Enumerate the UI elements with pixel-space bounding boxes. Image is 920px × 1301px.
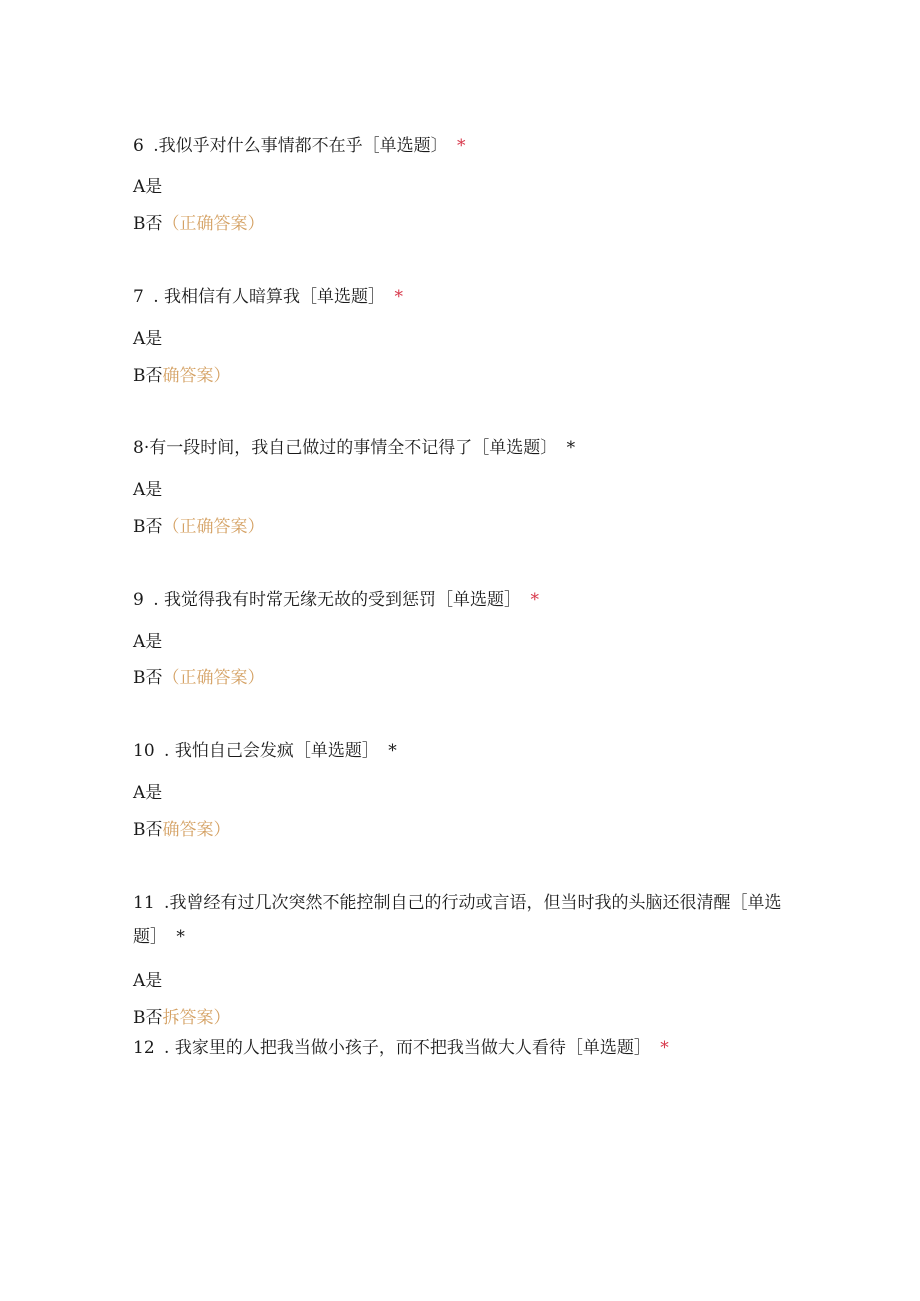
question-number: 12 bbox=[133, 1038, 155, 1058]
question-8-title bbox=[133, 437, 575, 459]
required-marker: * bbox=[176, 927, 185, 947]
correct-answer-tag: 确答案） bbox=[162, 366, 231, 386]
question-number: 9 bbox=[133, 590, 144, 610]
question-10-option-a[interactable] bbox=[133, 782, 162, 804]
correct-answer-tag: 拆答案） bbox=[162, 1008, 231, 1028]
correct-answer-tag: （正确答案） bbox=[162, 668, 265, 688]
required-marker: * bbox=[394, 287, 403, 307]
option-b-label: B否 bbox=[133, 517, 163, 537]
question-number: 7 bbox=[133, 287, 144, 307]
question-8-option-b[interactable] bbox=[133, 516, 265, 538]
option-a-label: A是 bbox=[133, 480, 163, 500]
question-11-title bbox=[133, 886, 783, 954]
question-12-title bbox=[133, 1037, 669, 1059]
question-text: . 我相信有人暗算我［单选题］ bbox=[153, 287, 386, 307]
option-a-label: A是 bbox=[133, 177, 163, 197]
question-10-option-b[interactable] bbox=[133, 819, 231, 841]
question-number: 11 bbox=[133, 893, 155, 913]
option-a-label: A是 bbox=[133, 971, 163, 991]
question-6-option-b[interactable] bbox=[133, 213, 265, 235]
question-number: 10 bbox=[133, 741, 155, 761]
required-marker: * bbox=[660, 1038, 669, 1058]
question-6-title bbox=[133, 135, 466, 157]
question-6-option-a[interactable] bbox=[133, 176, 162, 198]
option-a-label: A是 bbox=[133, 783, 163, 803]
correct-answer-tag: （正确答案） bbox=[162, 517, 265, 537]
option-a-label: A是 bbox=[133, 329, 163, 349]
question-9-title bbox=[133, 589, 539, 611]
question-7-option-a[interactable] bbox=[133, 328, 162, 350]
question-text: . 我家里的人把我当做小孩子，而不把我当做大人看待［单选题］ bbox=[164, 1038, 651, 1058]
question-number: 8· bbox=[133, 438, 150, 458]
required-marker: * bbox=[457, 136, 466, 156]
option-b-label: B否 bbox=[133, 366, 163, 386]
required-marker: * bbox=[566, 438, 576, 458]
required-marker: * bbox=[530, 590, 539, 610]
question-text: .我似乎对什么事情都不在乎［单选题〕 bbox=[153, 136, 448, 156]
question-text: 有一段时间，我自己做过的事情全不记得了［单选题〕 bbox=[149, 438, 558, 458]
question-text: . 我怕自己会发疯［单选题］ bbox=[164, 741, 379, 761]
option-b-label: B否 bbox=[133, 214, 163, 234]
question-8-option-a[interactable] bbox=[133, 479, 162, 501]
correct-answer-tag: 确答案） bbox=[162, 820, 231, 840]
question-7-title bbox=[133, 286, 403, 308]
question-11-option-b[interactable] bbox=[133, 1007, 231, 1029]
question-text: . 我觉得我有时常无缘无故的受到惩罚［单选题］ bbox=[153, 590, 522, 610]
question-9-option-a[interactable] bbox=[133, 631, 162, 653]
question-7-option-b[interactable] bbox=[133, 365, 231, 387]
option-a-label: A是 bbox=[133, 632, 163, 652]
option-b-label: B否 bbox=[133, 820, 163, 840]
question-number: 6 bbox=[133, 136, 144, 156]
question-text: .我曾经有过几次突然不能控制自己的行动或言语，但当时我的头脑还很清醒［单选题］ bbox=[133, 893, 782, 947]
question-9-option-b[interactable] bbox=[133, 667, 265, 689]
correct-answer-tag: （正确答案） bbox=[162, 214, 265, 234]
question-11-option-a[interactable] bbox=[133, 970, 162, 992]
question-10-title bbox=[133, 740, 397, 762]
option-b-label: B否 bbox=[133, 1008, 163, 1028]
required-marker: * bbox=[388, 741, 397, 761]
option-b-label: B否 bbox=[133, 668, 163, 688]
